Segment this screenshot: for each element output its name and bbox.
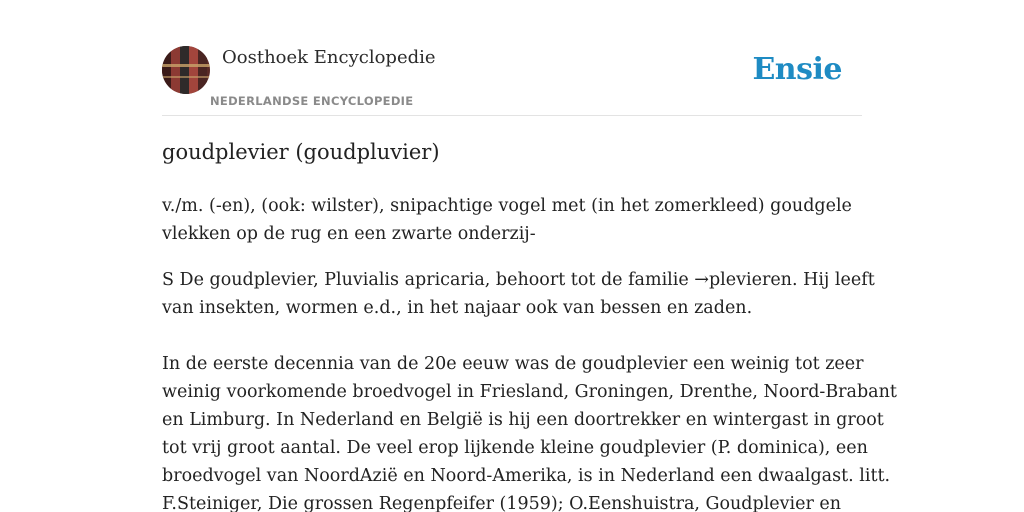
text-line: v./m. (-en), (ook: wilster), snipachtige vogel met (in het zomerkleed) goudgele xyxy=(162,196,852,216)
text-line: tot vrij groot aantal. De veel erop lijkende kleine goudplevier (P. dominica), een xyxy=(162,438,868,458)
text-line: In de eerste decennia van de 20e eeuw was de goudplevier een weinig tot zeer xyxy=(162,354,864,374)
brand-logo[interactable]: Ensie xyxy=(752,52,842,87)
article-body xyxy=(162,192,897,512)
encyclopedia-books-icon[interactable] xyxy=(162,46,210,94)
text-segment: S De goudplevier, Pluvialis apricaria, behoort tot de familie xyxy=(162,270,695,290)
publication-subtitle: NEDERLANDSE ENCYCLOPEDIE xyxy=(210,94,414,108)
header-divider xyxy=(162,115,862,116)
text-line: vlekken op de rug en een zwarte onderzij- xyxy=(162,224,536,244)
text-line: broedvogel van NoordAzië en Noord-Amerika, is in Nederland een dwaalgast. litt. xyxy=(162,466,891,486)
text-line: F.Steiniger, Die grossen Regenpfeifer (1959); O.Eenshuistra, Goudplevier en xyxy=(162,494,842,512)
text-line xyxy=(162,266,875,294)
publication-name[interactable]: Oosthoek Encyclopedie xyxy=(222,47,436,68)
article-paragraph-definition xyxy=(162,192,862,248)
text-line: en Limburg. In Nederland en België is hij een doortrekker en wintergast in groot xyxy=(162,410,884,430)
article-title: goudplevier (goudpluvier) xyxy=(162,140,440,164)
plevieren-link[interactable]: →plevieren xyxy=(694,270,792,290)
text-segment: . Hij leeft xyxy=(791,270,875,290)
article-paragraph-species xyxy=(162,266,875,322)
text-line: weinig voorkomende broedvogel in Friesland, Groningen, Drenthe, Noord-Brabant xyxy=(162,382,897,402)
text-line: van insekten, wormen e.d., in het najaar ook van bessen en zaden. xyxy=(162,298,753,318)
site-header xyxy=(162,46,862,116)
article-paragraph-distribution xyxy=(162,350,897,512)
